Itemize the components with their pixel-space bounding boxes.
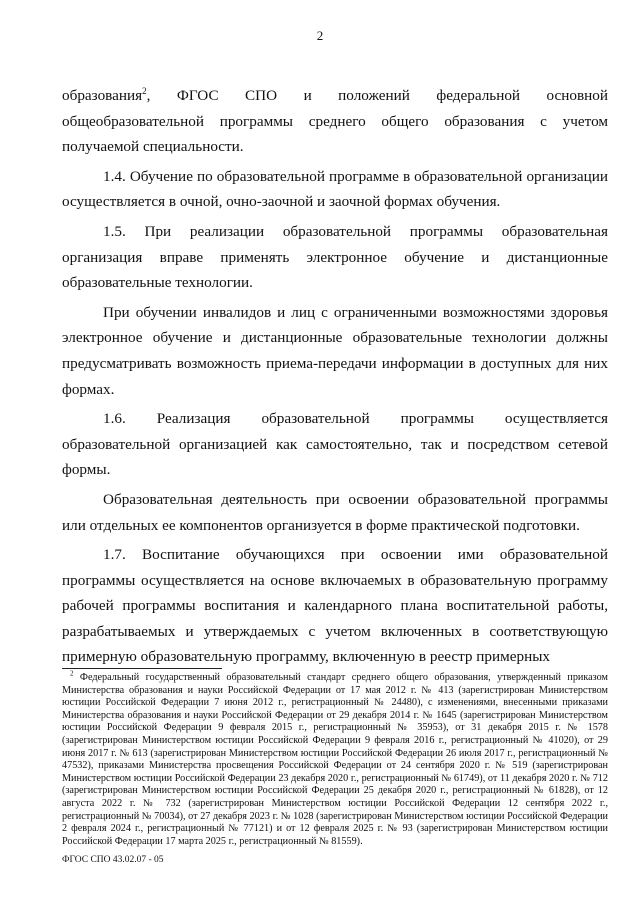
paragraph-1-4: 1.4. Обучение по образовательной программе в образовательной организации осуществляется в очной, очно-заочной и заочной формах обучения. [62, 167, 608, 211]
footnote-reference: 2 [142, 85, 147, 96]
paragraph-disabled-persons: При обучении инвалидов и лиц с ограниченными возможностями здоровья электронное обучение и дистанционные образовательные технологии должны предусматривать возможность приема-передачи информации в доступных для них формах. [62, 303, 608, 398]
paragraph-practical-training: Образовательная деятельность при освоении образовательной программы или отдельных ее компонентов организуется в форме практической подготовки. [62, 490, 608, 534]
paragraph-text: , ФГОС СПО и положений федеральной основной общеобразовательной программы среднего общего образования с учетом получаемой специальности. [62, 87, 608, 156]
page-number: 2 [316, 28, 324, 43]
footnote-text: Федеральный государственный образовательный стандарт среднего общего образования, утвержденный приказом Министерства образования и науки Российской Федерации от 17 мая 2012 г. № 413 (зарегистрирован Министерством юстиции Российской Федерации 7 июня 2012 г., регистрационный № 24480), с изменениями, внесенными приказами Министерства образования и науки Российской Федерации от 29 декабря 2014 г. № 1645 (зарегистрирован Министерством юстиции Российской Федерации 9 февраля 2015 г., регистрационный № 35953), от 31 декабря 2015 г. № 1578 (зарегистрирован Министерством юстиции Российской Федерации 9 февраля 2016 г., регистрационный № 41020), от 29 июня 2017 г. № 613 (зарегистрирован Министерством юстиции Российской Федерации 26 июля 2017 г., регистрационный № 47532), приказами Министерства просвещения Российской Федерации от 24 сентября 2020 г. № 519 (зарегистрирован Министерством юстиции Российской Федерации 23 декабря 2020 г., регистрационный № 61749), от 11 декабря 2020 г. № 712 (зарегистрирован Министерством юстиции Российской Федерации 25 декабря 2020 г., регистрационный № 61828), от 12 августа 2022 г. № 732 (зарегистрирован Министерством юстиции Российской Федерации 12 сентября 2022 г., регистрационный № 70034), от 27 декабря 2023 г. № 1028 (зарегистрирован Министерством юстиции Российской Федерации 2 февраля 2024 г., регистрационный № 77121) и от 12 февраля 2025 г. № 93 (зарегистрирован Министерством юстиции Российской Федерации 17 марта 2025 г., регистрационный № 81559). [62, 672, 608, 847]
footnote [62, 669, 608, 848]
body-text [62, 83, 608, 674]
paragraph-1-7: 1.7. Воспитание обучающихся при освоении ими образовательной программы осуществляется на основе включаемых в образовательную программу рабочей программы воспитания и календарного плана воспитательной работы, разрабатываемых и утверждаемых с учетом включенных в соответствующую примерную образовательную программу, включенную в реестр примерных [62, 546, 608, 666]
footnote-mark: 2 [70, 669, 74, 678]
paragraph-continuation [62, 83, 608, 160]
paragraph-1-5: 1.5. При реализации образовательной программы образовательная организация вправе применять электронное обучение и дистанционные образовательные технологии. [62, 222, 608, 292]
footnote-divider [62, 668, 222, 669]
paragraph-text: образования [62, 87, 143, 104]
document-code: ФГОС СПО 43.02.07 - 05 [62, 855, 164, 865]
paragraph-1-6: 1.6. Реализация образовательной программы осуществляется образовательной организацией как самостоятельно, так и посредством сетевой формы. [62, 410, 608, 479]
